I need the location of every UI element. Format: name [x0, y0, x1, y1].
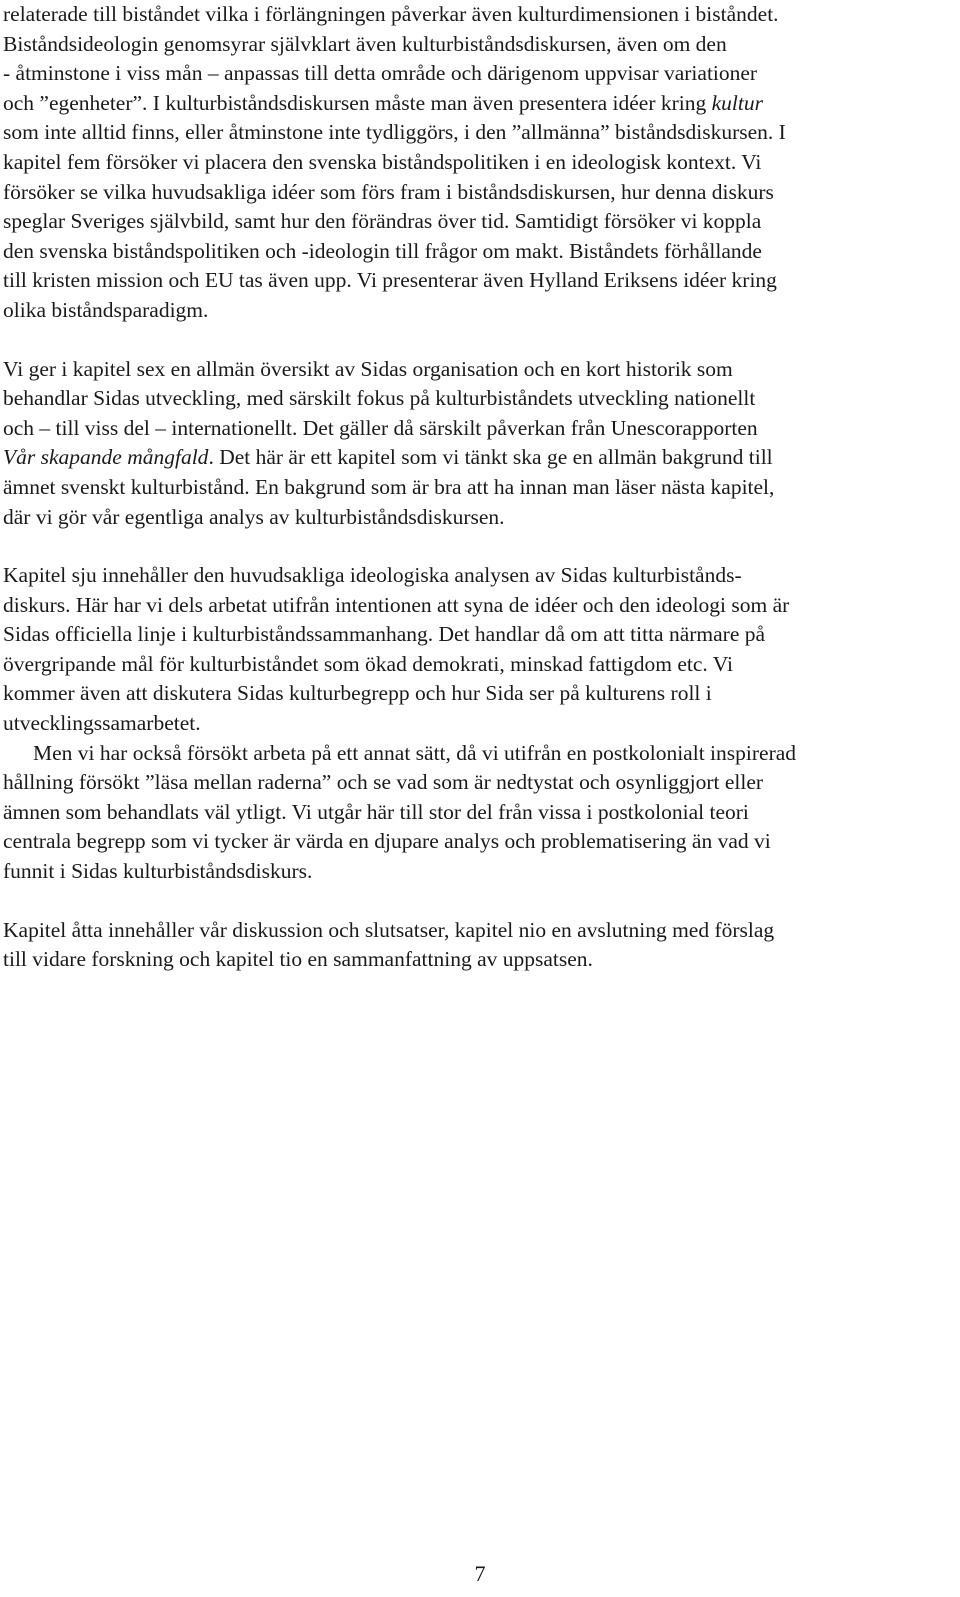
- text-line: olika biståndsparadigm.: [3, 297, 209, 322]
- text-line: övergripande mål för kulturbiståndet som ökad demokrati, minskad fattigdom etc. Vi: [3, 651, 733, 676]
- text-line: hållning försökt ”läsa mellan raderna” och se vad som är nedtystat och osynliggjort eller: [3, 770, 764, 795]
- italic-title: Vår skapande mångfald: [3, 445, 209, 470]
- document-body: [3, 0, 938, 975]
- text-line: till kristen mission och EU tas även upp. Vi presenterar även Hylland Eriksens idéer kring: [3, 268, 777, 293]
- text-line: kommer även att diskutera Sidas kulturbegrepp och hur Sida ser på kulturens roll i: [3, 681, 712, 706]
- paragraph-5: [3, 916, 938, 975]
- text-line: Sidas officiella linje i kulturbiståndssammanhang. Det handlar då om att titta närmare på: [3, 622, 766, 647]
- text-line: - åtminstone i viss mån – anpassas till detta område och därigenom uppvisar variationer: [3, 61, 758, 86]
- text-line: Vi ger i kapitel sex en allmän översikt av Sidas organisation och en kort historik som: [3, 356, 733, 381]
- text-line: centrala begrepp som vi tycker är värda en djupare analys och problematisering än vad vi: [3, 829, 771, 854]
- text-line: relaterade till biståndet vilka i förlängningen påverkar även kulturdimensionen i biståndet.: [3, 2, 779, 26]
- paragraph-4: [3, 739, 938, 887]
- text-line: Men vi har också försökt arbeta på ett annat sätt, då vi utifrån en postkolonialt inspirerad: [33, 740, 797, 765]
- text-line: Kapitel åtta innehåller vår diskussion och slutsatser, kapitel nio en avslutning med förslag: [3, 917, 775, 942]
- text-line: Biståndsideologin genomsyrar självklart även kulturbiståndsdiskursen, även om den: [3, 31, 727, 56]
- text-line: kapitel fem försöker vi placera den svenska biståndspolitiken i en ideologisk kontext. Vi: [3, 149, 762, 174]
- text-line: speglar Sveriges självbild, samt hur den förändras över tid. Samtidigt försöker vi koppla: [3, 209, 762, 234]
- text-line: ämnen som behandlats väl ytligt. Vi utgår här till stor del från vissa i postkolonial teori: [3, 799, 749, 824]
- text-line: funnit i Sidas kulturbiståndsdiskurs.: [3, 859, 313, 884]
- text-line: där vi gör vår egentliga analys av kulturbiståndsdiskursen.: [3, 504, 505, 529]
- paragraph-1: [3, 0, 938, 326]
- paragraph-3: [3, 561, 938, 739]
- text-line: försöker se vilka huvudsakliga idéer som förs fram i biståndsdiskursen, hur denna diskurs: [3, 179, 774, 204]
- text-line: diskurs. Här har vi dels arbetat utifrån intentionen att syna de idéer och den ideologi som är: [3, 592, 790, 617]
- paragraph-2: [3, 355, 938, 533]
- text-line: behandlar Sidas utveckling, med särskilt fokus på kulturbiståndets utveckling nationellt: [3, 386, 756, 411]
- paragraph-gap: [3, 532, 938, 561]
- text-line: till vidare forskning och kapitel tio en sammanfattning av uppsatsen.: [3, 947, 593, 972]
- text-line: ämnet svenskt kulturbistånd. En bakgrund som är bra att ha innan man läser nästa kapitel,: [3, 474, 775, 499]
- text-line: [3, 89, 938, 119]
- text-line: som inte alltid finns, eller åtminstone inte tydliggörs, i den ”allmänna” biståndsdiskursen. I: [3, 120, 786, 145]
- text-line: utvecklingssamarbetet.: [3, 711, 201, 736]
- paragraph-gap: [3, 326, 938, 355]
- italic-term: kultur: [711, 90, 763, 115]
- text-segment: . Det här är ett kapitel som vi tänkt ska ge en allmän bakgrund till: [208, 445, 773, 470]
- text-line: den svenska biståndspolitiken och -ideologin till frågor om makt. Biståndets förhållande: [3, 238, 762, 263]
- paragraph-gap: [3, 887, 938, 916]
- text-segment: och ”egenheter”. I kulturbiståndsdiskursen måste man även presentera idéer kring: [3, 90, 712, 115]
- page-number: 7: [474, 1561, 486, 1586]
- text-line: Kapitel sju innehåller den huvudsakliga ideologiska analysen av Sidas kulturbistånds-: [3, 563, 742, 588]
- text-line: [3, 443, 938, 473]
- text-line: och – till viss del – internationellt. Det gäller då särskilt påverkan från Unescorapporten: [3, 415, 758, 440]
